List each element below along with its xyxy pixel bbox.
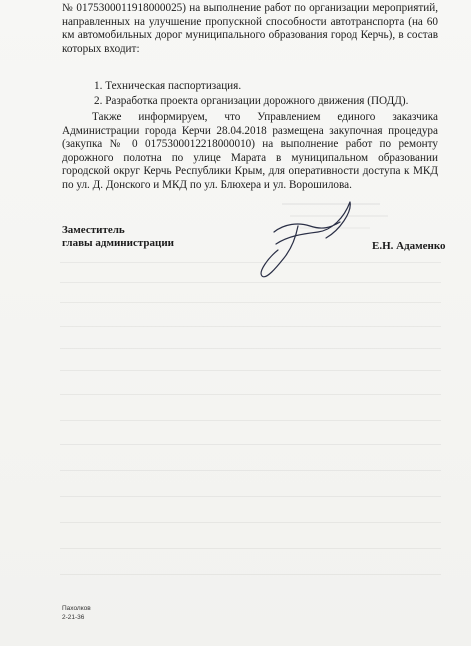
show-through-line — [60, 370, 441, 371]
show-through-line — [60, 470, 441, 471]
handwritten-signature — [240, 192, 370, 292]
show-through-line — [60, 420, 441, 421]
show-through-line — [60, 444, 441, 445]
show-through-line — [60, 394, 441, 395]
show-through-line — [60, 548, 441, 549]
show-through-line — [60, 574, 441, 575]
show-through-line — [60, 302, 441, 303]
signer-title-line-1: Заместитель — [62, 224, 125, 236]
executor-phone: 2-21-36 — [62, 614, 85, 621]
body-paragraph-1: № 0175300011918000025) на выполнение работ по организации мероприятий, направленных на улучшение пропускной способности автотранспорта (на 60 км автомобильных дорог муниципального образования город Керчь), в состав которых входит: — [62, 2, 438, 55]
list-item: 1. Техническая паспортизация. — [94, 80, 242, 92]
signer-title-line-2: главы администрации — [62, 237, 175, 249]
show-through-line — [60, 522, 441, 523]
list-item: 2. Разработка проекта организации дорожного движения (ПОДД). — [94, 95, 409, 107]
body-paragraph-2: Также информируем, что Управлением единого заказчика Администрации города Керчи 28.04.2018 размещена закупочная процедура (закупка № 0 0175300012218000010) на выполнение работ по ремонту дорожного полотна по улице Марата в муниципальном образовании городской округ Керчь Республики Крым, для оперативности доступа к МКД по ул. Д. Донского и МКД по ул. Блюхера и ул. Ворошилова. — [62, 111, 438, 191]
show-through-line — [60, 348, 441, 349]
signer-name: Е.Н. Адаменко — [372, 240, 446, 252]
show-through-line — [60, 326, 441, 327]
show-through-line — [60, 496, 441, 497]
executor-name: Пахолков — [62, 605, 91, 612]
